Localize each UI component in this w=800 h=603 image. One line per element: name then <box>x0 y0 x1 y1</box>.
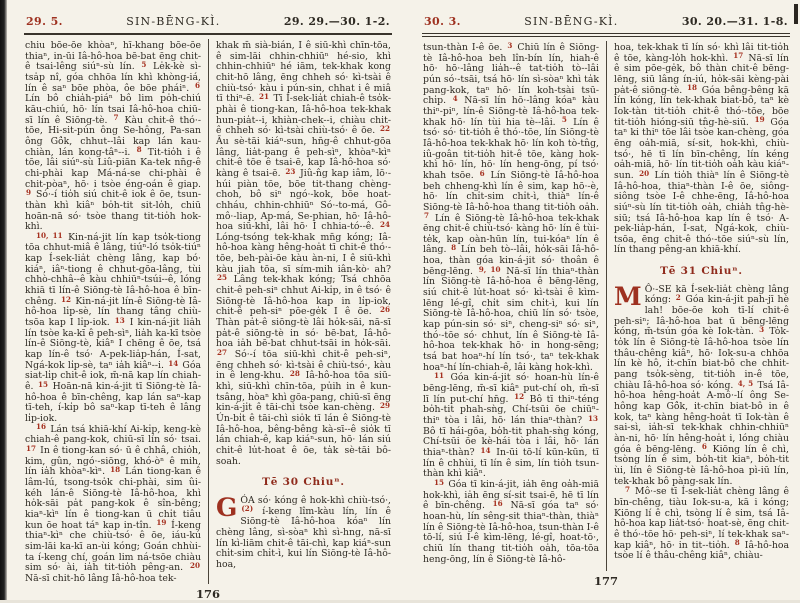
running-header <box>422 12 790 32</box>
verse-number: 19 <box>156 518 167 528</box>
verse-number: 16 <box>492 499 503 509</box>
verse-number: 4 <box>452 94 458 104</box>
left-page <box>24 12 392 602</box>
verse-number: 20 <box>639 168 650 178</box>
page-number: 177 <box>593 574 618 588</box>
verse-number: 6 <box>194 81 200 91</box>
verse-number: 14 <box>480 445 491 455</box>
verse-number: 4, 5 <box>737 378 754 388</box>
verse-number: 8 <box>136 145 142 155</box>
verse-number: 14 <box>168 358 179 368</box>
verse-number: 13 <box>587 413 598 423</box>
verse-number: 8 <box>734 538 740 548</box>
scan-left-edge-shadow <box>0 0 7 600</box>
verse-number: (2) <box>241 504 254 514</box>
chapter-opening-paragraph: M Ô·-SE kā Í-sek-lia̍t chèng lâng kóng: $^2$ Góa kin-á-jit pah-jī hè lah! bōe-ōe koh tī-lí chit-ê peh-siⁿ; Iâ-hô-hoa bat ū bēng-lēng kóng, m̄-tsún góa kè Iok-tàn. $^3$ To̍k-to̍k lín ê Siōng-tè Iâ-hô-hoa tsòe lín thâu-chêng kiâⁿ, hō· Iok-su-a chhōa lín kè hô, it-chīn biat-bô che chhit-pang tso̍k-sèng, tit-tio̍h in-ê tōe, chiàu Iâ-hô-hoa só· kóng. $^{4, 5}$ Tsá Iâ-hô-hoa hêng-hoa̍t A-mô·-lí ông Se-hông kap Gô̍k, it-chīn biat-bô in ê kok, taⁿ kàng hêng-hoa̍t tī Iok-tàn ê sai-sì, ia̍h-sī tek-khak chhin-chhiūⁿ àn-ni, hō· lín hêng-hoa̍t i, lóng chiàu góa ê bēng-lēng. $^6$ Kiōng lín ê chì, tsòng lín ê sim, bo̍h-tit kiaⁿ, bo̍h-tit ùi, lín ê Siōng-tè Iâ-hô-hoa pì-iū lín, tek-khak bô pàng-sak lín. <box>614 281 789 487</box>
chapter-heading: Tē 30 Chiuⁿ. <box>262 476 345 489</box>
verse-number: 3 <box>507 40 513 50</box>
header-verse-ref-right: 30. 20.—31. 1-8. <box>681 15 788 28</box>
running-title: SIN-BĒNG-KÌ. <box>126 15 221 28</box>
running-header <box>24 12 392 32</box>
text-column-right <box>208 39 392 584</box>
verse-number: 6 <box>701 442 707 452</box>
scripture-paragraph: tsun-thàn I-ê ōe. $^3$ Chiū lín ê Siōng-tè Iâ-hô-hoa beh lîn-bín lín, hiah-ê hō· hō·-lâng lia̍h--ê tat-tio̍h tò--lâi pún só·-tsāi, tsá hō· lín sì-sòaⁿ khì ta̍k pang-kok, taⁿ hō· lín koh-tsài tsū-chi̍p. $^4$ Nā-sī lín hō·-lâng kóaⁿ kàu thiⁿ-piⁿ, lín-ê Siōng-tè Iâ-hô-hoa tek-khak hō· lín tùi hia tè--lâi. $^5$ Lín ê tsó· só· tit-tio̍h ê thó·-tōe, lín Siōng-tè Iâ-hô-hoa tek-khak hō· lín koh tò-tn̂g, iû-goân tit-tio̍h hit-ê tōe, kàng hok-khì hō· lín, hō· lín heng-ōng, pí tsó· khah tsōe. $^6$ Lín Siōng-tè Iâ-hô-hoa beh chheng-khì lín ê sim, kap hō·-è, hō· lín chi̍t-sim chi̍t-ì, thiàⁿ lín-ê Siōng-tè Iâ-hô-hoa thang tit-tio̍h oa̍h. $^7$ Lín ê Siōng-tè Iâ-hô-hoa tek-khak ēng chit-ê chiù-tsó· kàng hō· lín ê tùi-te̍k, kap oàn-hūn lín, tui-kóaⁿ lín ê lâng. $^8$ Lín beh tò--lâi, ho̍k-sāi Iâ-hô-hoa, thàn góa kin-á-jit só· thoân ê bēng-lēng. $^{9, 10}$ Nā-sī lín thiaⁿ-thàn lín Siōng-tè Iâ-hô-hoa ê bēng-lēng, siú chit-ê lu̍t-hoat só· kì-tsài ê kìm-lēng lé-gî, chi̍t sim chi̍t-ì, kui lín Siōng-tè Iâ-hô-hoa, chiū lín só· tsòe, kap pún-sin só· siⁿ, cheng-siⁿ só· siⁿ, thó·-tōe só· chhut, lín ê Siōng-tè Iâ-hô-hoa tek-khak hō· in hong-sēng; tsá bat hoaⁿ-hí lín tsó·, taⁿ tek-khak hoaⁿ-hí lín-chiah-ê, lâi kàng hok-khì. <box>423 40 600 373</box>
verse-number: 29 <box>379 401 390 411</box>
text-columns <box>24 39 392 584</box>
text-column-left <box>24 39 208 584</box>
verse-number: 13 <box>114 315 125 325</box>
verse-number: 26 <box>379 305 390 315</box>
chapter-opening-paragraph: GÓA só· kóng ê hok-khì chiù-tsó·, $^{(2)}$ í-keng lîm-kàu lín, lín ê Siōng-tè Iâ-hô-hoa kóaⁿ lín chèng lâng, sì-sòaⁿ khì sì-hng, nā-sī lín kì-liām chit-ê tāi-chì, kap kiáⁿ-sun chi̍t-sim chi̍t-ì, kui lín Siōng-tè Iâ-hô-hoa, <box>216 492 391 570</box>
verse-number: 28 <box>289 369 300 379</box>
page-number: 176 <box>195 587 220 602</box>
verse-number: 18 <box>110 465 121 475</box>
verse-number: 5 <box>141 60 147 70</box>
text-column-right <box>606 41 790 571</box>
header-verse-ref-left: 30. 3. <box>424 15 461 28</box>
verse-number: 3 <box>759 325 765 335</box>
header-double-rule <box>422 33 790 37</box>
verse-number: 25 <box>217 273 228 283</box>
scripture-paragraph: $^{15}$ Góa tī kin-á-jit, ia̍h ēng oa̍h-miā hok-khì, ia̍h ēng sí-sit tsai-ē, hē tī lín ê bīn-chêng. $^{16}$ Nā-sī góa taⁿ só· hoan-hù, lín sêng-sit thiaⁿ-thàn, thiàⁿ lín ê Siōng-tè Iâ-hô-hoa, tsun-thàn I-ê tō-lí, siú I-ê kìm-lēng, lé-gî, hoat-tō·, chiū lín thang tit-tio̍h oa̍h, tōa-tōa heng-ōng, lín ê Siōng-tè Iâ-hô- <box>423 477 599 565</box>
verse-number: 16 <box>36 422 47 432</box>
verse-number: 11 <box>434 371 445 381</box>
scripture-paragraph: chiu bōe-ōe khòaⁿ, hī-khang bōe-ōe thiaⁿ, in-ūi Iâ-hô-hoa bē-bat ēng chit-ê tsai-lêng siúⁿ-sù lín. $^5$ Le̍k-kè sì-tsa̍p nî, góa chhōa lín khì khòng-iá, lín ê saⁿ bōe phòa, ôe bōe pháiⁿ. $^6$ Lín bô chia̍h-piáⁿ bô lim po̍h-chiú kāu-chiú, hō· lín tsai Iâ-hô-hoa chiū-sī lín ê Siōng-tè. $^7$ Kàu chit-ê thó·-tōe, Hi-sit-pún ông Se-hông, Pa-san ông Gô̍k, chhut--lâi kap lán kau-chiàn, lán kong-tâⁿ--i. $^8$ Tit-tio̍h i ê tōe, lâi siúⁿ-sù Liû-piān Ka-tek nn̄g-ê chi-phài kap Má-ná-se chi-phài ê chit-pòaⁿ, hō· i tsòe éng-oán ê giap. $^9$ Só·-í tio̍h siú chit-ê iok ê ōe, tsun-thàn khì kiâⁿ bo̍h-tit sit-lo̍h, chiū hoān-nā só· tsòe thang tit-tio̍h hok-khì. <box>25 40 201 233</box>
verse-number: 24 <box>379 219 390 229</box>
scripture-paragraph: $^{16}$ Lán tsá khiā-khí Ai-ki̍p, keng-kè chiah-ê pang-kok, chiū-sī lín só· tsai. $^{17}$ In ê tiong-kan só· ū ê chhâ, chio̍h, kim, gûn, ngó·-siōng, khó-òⁿ ê mih, lín ia̍h khòaⁿ-kìⁿ. $^{18}$ Lán tiong-kan ê lâm-lú, tsong-tso̍k chi-phài, sim ûi-kéh lán-ê Siōng-tè Iâ-hô-hoa, khì ho̍k-sāi pa̍t pang-kok ê sîn-bêng; kiaⁿ-kìⁿ lín ê tiong-kan ū chi̍t tiâu kun ōe hoat táⁿ kap in-tîn. $^{19}$ Í-keng thiaⁿ-kìⁿ che chiù-tsó· ê ōe, iáu-kú sim-lāi ka-kī an-ùi kóng; Goán chhùi-ta í-keng chí, goán lim ná-tsōe chiàu sim só· ài, ia̍h tit-tio̍h pêng-an. $^{20}$ Nā-sī chit-hō lâng Iâ-hô-hoa tek- <box>25 422 202 584</box>
verse-number: 9 <box>26 188 32 197</box>
verse-number: 8 <box>451 243 457 253</box>
drop-cap-initial: G <box>216 492 238 522</box>
page-spread <box>24 12 790 602</box>
verse-number: 6 <box>479 168 485 178</box>
verse-number: 17 <box>26 443 37 453</box>
verse-number: 2 <box>675 293 681 303</box>
chapter-heading: Tē 31 Chiuⁿ. <box>660 265 743 278</box>
right-page <box>422 12 790 590</box>
verse-number: 17 <box>733 51 744 61</box>
verse-number: 18 <box>687 83 698 93</box>
text-column-left <box>422 41 606 571</box>
verse-number: 15 <box>434 477 445 487</box>
verse-number: 9, 10 <box>478 264 501 274</box>
verse-number: 7 <box>113 113 119 123</box>
drop-cap-initial: M <box>614 281 642 311</box>
verse-number: 15 <box>38 379 49 389</box>
header-double-rule <box>24 33 392 35</box>
verse-number: 12 <box>60 294 71 304</box>
scripture-paragraph: khak m̄ sià-bián, I ê siū-khì chīn-tōa, ê sim-lāi chhin-chhiūⁿ hé-sio, khì chhin-chhiūⁿ hé iām, tek-khak kong chit-hō lâng, ēng chheh só· kì-tsài ê chiù-tsó· kàu i pún-sin, chhat i ê miâ tī thiⁿ-ē. $^{21}$ Tī Í-sek-lia̍t chiah-ê tso̍k-phài ê tiong-kan, Iâ-hô-hoa tek-khak hun-pia̍t--i, khiàn-chek--i, chiàu chit-ê chheh só· kì-tsài chiù-tsó· ê ōe. $^{22}$ Āu sè-tāi kiáⁿ-sun, hn̄g-ê chhut-gōa lâng, lia̍t-pang ê peh-sìⁿ, khòaⁿ-kìⁿ chit-ê tōe ê tsai-ē, kap Iâ-hô-hoa só· kàng ê tsai-ē. $^{23}$ Jiû-n̂g kap iâm, lō·-húi piàn tōe, bōe tit-thang chèng-choh, bô siⁿ ngó·-kok, bōe hoat-chháu, chhin-chhiūⁿ Só·-to-má, Gô-mô·-liap, Ap-má, Se-phian, hō· Iâ-hô-hoa siū-khì, lâi hō· I chhia-tó--ê. $^{24}$ Lóng-tsóng tek-khak mn̄g kóng; Iâ-hô-hoa kàng hêng-hoa̍t tī chit-ê thó·-tōe, beh-pài-ōe kàu àn-ni, I ê siū-khì kàu jiah tōa, sī sím-mih iân-kò· ah? $^{25}$ Lâng tek-khak kóng; Tsá chhōa chit-ê peh-siⁿ chhut Ai-ki̍p, in ê tsó· ê Siōng-tè Iâ-hô-hoa kap in li̍p-iok, chit-ê peh-siⁿ pōe-ge̍k I ê ōe. $^{26}$ Thàn pa̍t-ê siōng-tè lâi ho̍k-sāi, nā-sī pa̍t-ê siōng-tè in só· bē-bat, Iâ-hô-hoa ia̍h bē-bat chhut-tsāi in ho̍k-sāi. $^{27}$ Só·-í tōa siū-khì chit-ê peh-siⁿ, ēng chheh só· kì-tsài ê chiù-tsó·, kàu in ê leng-khu. $^{28}$ Iâ-hô-hoa tōa siū-khì, siū-khì chīn-tōa, pu̍ih in ê kun-tsâng, hòaⁿ khì gōa-pang, chiū-sī ēng kin-á-ji̍t ê tāi-chì tsòe kan-chèng. $^{29}$ Ún-bi̍t ê tāi-chì sio̍k tī lán ê Siōng-tè Iâ-hô-hoa, bêng-bêng kà-sī--ê sio̍k tī lán chiah-ê, kap kiáⁿ-sun, hō· lán siú chit-ê lu̍t-hoat ê ōe, ta̍k sè-tāi bô-soah. <box>216 40 392 467</box>
scripture-paragraph: $^7$ Mô·-se tī Í-sek-lia̍t chèng lâng ê bīn-chêng, tiàu Iok-su-a, kā i kóng; Kiōng lí ê chì, tsòng lí ê sim, tsá Iâ-hô-hoa kap lia̍t-tsó· hoat-sè, ēng chit-ê thó·-tōe hō· peh-siⁿ, lí tek-khak saⁿ-kap kiâⁿ, hō· in tit--tio̍h. $^8$ Iâ-hô-hoa tsòe lí ê thâu-chêng kiâⁿ, chiàu- <box>614 485 789 562</box>
text-columns <box>422 41 790 571</box>
verse-number: 19 <box>754 115 765 125</box>
verse-number: 7 <box>625 485 631 495</box>
scan-corner-mark <box>794 4 798 24</box>
verse-number: 7 <box>424 211 430 221</box>
header-verse-ref-left: 29. 5. <box>26 15 63 28</box>
scripture-paragraph: $^{10, 11}$ Kin-ná-jit lín kap tso̍k-tiong tōa chhut-miâ ê lâng, tiúⁿ-ló tso̍k-tiúⁿ kap Í-sek-lia̍t chèng lâng, kap bó· kiáⁿ, iâⁿ-tiong ê chhut-gōa-lâng, tùi chhò-chhâ--ê kàu chhiūⁿ-tsúi--ê, lóng khiā tī lín-ê Siōng-tè Iâ-hô-hoa ê bīn-chêng. $^{12}$ Kin-ná-jit lín-ê Siōng-tè Iâ-hô-hoa li̍p-sè, lín thang tâng chiù-tsōa kap I li̍p-iok. $^{13}$ I kin-ná-jit lia̍h lín tsòe ka-kī ê peh-sìⁿ, lia̍h ka-kī tsòe lín-ê Siōng-tè, kiâⁿ I chēng ê ōe, tsá kap lín-ê tsó· A-pek-lia̍p-hán, Í-sat, Ngá-kok li̍p-sè, taⁿ ia̍h kiâⁿ--i. $^{14}$ Góa siat-li̍p chit-ê iok, m̄-nā kap lín chiah-ê. $^{15}$ Hoān-nā kin-á-jit tī Siōng-tè Iâ-hô-hoa ê bīn-chêng, kap lán saⁿ-kap tī-teh, í-ki̍p bô saⁿ-kap tī-teh ê lâng li̍p-iok. <box>25 230 202 424</box>
verse-number: 10, 11 <box>36 230 63 240</box>
verse-number: 20 <box>189 560 200 570</box>
verse-number: 5 <box>561 115 567 125</box>
verse-number: 22 <box>379 124 390 134</box>
verse-number: 23 <box>285 166 296 176</box>
scripture-paragraph: $^{11}$ Góa kin-á-jit só· hoan-hù lín-ê bēng-lēng, m̄-sī kiâⁿ put-chí oh, m̄-sī lī lín put-chí hn̄g. $^{12}$ Bô tī thiⁿ-téng bo̍h-tit phah-sǹg, Chí-tsūi ōe chiūⁿ-thiⁿ tòa i lâi, hō· lán thiaⁿ-thàn? $^{13}$ Bô tī hái-gōa, bo̍h-tit phah-sǹg kóng, Chí-tsūi ōe kè-hái tòa i lâi, hō· lán thiaⁿ-thàn? $^{14}$ In-ūi tō-lí kūn-kūn, tī lín ê chhùi, tī lín ê sim, lín tio̍h tsun-thàn khì kiâⁿ. <box>423 371 599 480</box>
verse-number: 21 <box>258 92 269 102</box>
header-verse-ref-right: 29. 29.—30. 1-2. <box>283 15 390 28</box>
scripture-paragraph: hoa, tek-khak tī lín só· khì lâi tit-tio̍h ê tōe, kàng-lo̍h hok-khì. $^{17}$ Nā-sī lín ê sim pōe-ge̍k, bô thàn chit-ê bēng-lēng, siū lâng ín-iú, ho̍k-sāi kèng-pài pa̍t-ê siōng-tè. $^{18}$ Góa bêng-bêng kā lín kóng, lín tek-khak biat-bô, taⁿ kè Iok-tàn tit-tio̍h chit-ê thó·-tōe, bōe tit-tio̍h hióng-siū tn̂g-hè-siū. $^{19}$ Góa taⁿ ki thiⁿ tōe lâi tsòe kan-chèng, góa ēng oa̍h-miā, sí-sit, hok-khì, chiù-tsó·, hē tī lín bīn-chêng, lín kéng oa̍h-miā, hō· lín tit-tio̍h oa̍h kàu kiáⁿ-sun. $^{20}$ Lín tio̍h thiàⁿ lín ê Siōng-tè Iâ-hô-hoa, thiaⁿ-thàn I-ê ōe, siông-siông tsòe I-ê chhe-ēng, Iâ-hô-hoa siúⁿ-sù lín tit-tio̍h oa̍h, chia̍h tn̂g-hè-siū; tsá Iâ-hô-hoa kap lín ê tsó· A-pek-lia̍p-hán, Í-sat, Ngá-kok, chiù-tsōa, ēng chit-ê thó·-tōe siúⁿ-sù lín, lín thang pêng-an khiā-khí. <box>614 42 789 256</box>
running-title: SIN-BĒNG-KÌ. <box>524 15 619 28</box>
verse-number: 12 <box>514 392 525 402</box>
verse-number: 27 <box>217 347 228 357</box>
